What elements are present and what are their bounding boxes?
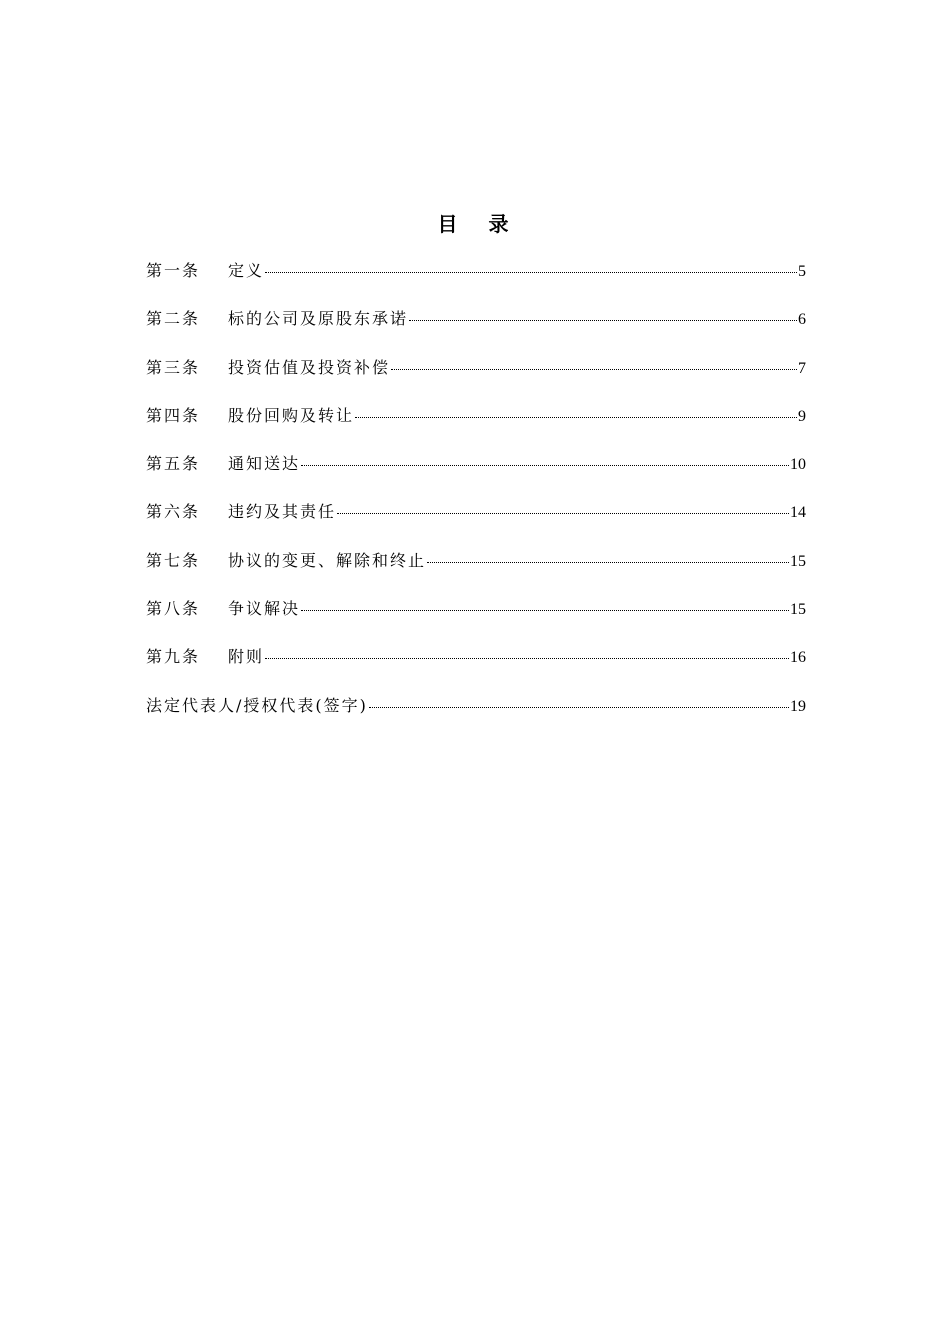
toc-entry-page: 9 (798, 407, 806, 425)
toc-title: 目 录 (437, 212, 521, 236)
toc-entry-title: 争议解决 (228, 599, 301, 619)
toc-entry[interactable] (146, 355, 806, 403)
toc-entry-page: 15 (790, 552, 806, 570)
toc-entry-page: 16 (790, 649, 806, 667)
toc-entry[interactable] (146, 596, 806, 644)
toc-leader-dots (265, 657, 789, 659)
toc-entry-page: 19 (790, 697, 806, 715)
toc-entry-number: 第四条 (146, 405, 201, 425)
toc-leader-dots (391, 368, 797, 370)
toc-entry-number: 第二条 (146, 309, 201, 329)
toc-entry-title: 通知送达 (228, 454, 301, 474)
toc-entry-signature[interactable] (146, 693, 806, 741)
toc-entry-title: 违约及其责任 (228, 502, 337, 522)
toc-leader-dots (337, 512, 789, 514)
toc-entry-title: 附则 (228, 647, 265, 667)
toc-entry-title: 标的公司及原股东承诺 (228, 309, 409, 329)
toc-leader-dots (427, 561, 789, 563)
toc-entry-title: 股份回购及转让 (228, 405, 355, 425)
toc-entry[interactable] (146, 258, 806, 306)
toc-entry-page: 5 (798, 263, 806, 280)
toc-entry-number: 第九条 (146, 647, 201, 667)
toc-entry-number: 第三条 (146, 357, 201, 377)
toc-entry-number: 第七条 (146, 550, 201, 570)
toc-leader-dots (265, 271, 797, 273)
toc-entry-number: 第五条 (146, 454, 201, 474)
toc-leader-dots (301, 609, 789, 611)
toc-entry[interactable] (146, 644, 806, 692)
toc-entry-page: 7 (798, 359, 806, 377)
toc-entry-page: 6 (798, 311, 806, 329)
toc-entry-title: 投资估值及投资补偿 (228, 357, 391, 377)
toc-list (146, 258, 806, 741)
toc-entry[interactable] (146, 403, 806, 451)
toc-entry-number: 第一条 (146, 261, 201, 280)
toc-entry[interactable] (146, 306, 806, 354)
toc-leader-dots (301, 464, 789, 466)
toc-entry-number: 第六条 (146, 502, 201, 522)
toc-leader-dots (369, 706, 789, 708)
toc-entry[interactable] (146, 499, 806, 547)
toc-entry-title: 法定代表人/授权代表(签字) (146, 695, 368, 715)
toc-leader-dots (355, 416, 797, 418)
toc-entry-number: 第八条 (146, 599, 201, 619)
toc-entry[interactable] (146, 451, 806, 499)
toc-entry-title: 定义 (228, 261, 265, 280)
toc-entry[interactable] (146, 548, 806, 596)
toc-entry-page: 15 (790, 601, 806, 619)
toc-entry-page: 14 (790, 504, 806, 522)
toc-leader-dots (409, 319, 797, 321)
toc-entry-page: 10 (790, 456, 806, 474)
toc-entry-title: 协议的变更、解除和终止 (228, 550, 427, 570)
